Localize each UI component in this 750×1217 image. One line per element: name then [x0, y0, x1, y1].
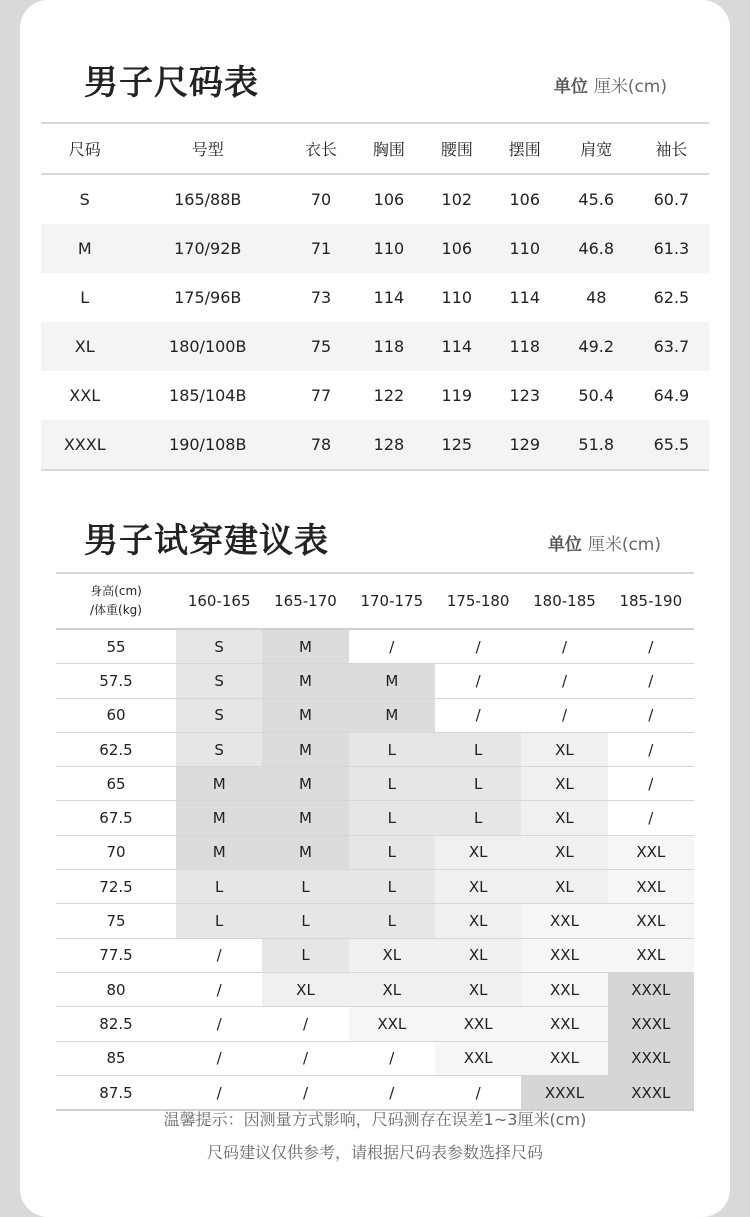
size-suggestion-cell: XL: [435, 870, 521, 904]
table-row: [56, 1007, 694, 1041]
table-cell: 114: [423, 322, 491, 371]
height-range-header: 170-175: [349, 573, 435, 629]
weight-cell: 65: [56, 767, 176, 801]
height-range-header: 165-170: [262, 573, 348, 629]
size-suggestion-cell: /: [349, 1041, 435, 1075]
table-cell: 114: [509, 288, 540, 307]
height-range-header: 180-185: [521, 573, 607, 629]
table-cell: 51.8: [559, 420, 634, 470]
size-suggestion-cell: S: [176, 664, 262, 698]
size-suggestion-cell: XL: [349, 972, 435, 1006]
table-cell: 73: [310, 288, 332, 307]
table-cell: 75: [287, 322, 355, 371]
table-cell: 77: [310, 386, 332, 405]
table-cell: 102: [441, 190, 473, 209]
size-guide-card: [20, 0, 730, 1217]
size-suggestion-cell: XXL: [521, 1007, 607, 1041]
table-cell: 70: [310, 190, 332, 209]
size-suggestion-cell: /: [435, 664, 521, 698]
fit-chart-unit: [548, 530, 661, 555]
size-suggestion-cell: M: [262, 629, 348, 664]
size-chart-title: 男子尺码表: [84, 63, 259, 103]
table-cell: L: [80, 288, 90, 307]
corner-weight-label: /体重(kg): [90, 603, 142, 617]
tip-line-1: 温馨提示：因测量方式影响，尺码测存在误差1~3厘米(cm): [163, 1110, 587, 1129]
size-suggestion-cell: XXXL: [521, 1075, 607, 1110]
size-suggestion-cell: XXL: [608, 938, 694, 972]
size-suggestion-cell: XXL: [521, 972, 607, 1006]
table-cell: 118: [355, 322, 423, 371]
size-suggestion-cell: /: [521, 698, 607, 732]
size-suggestion-cell: /: [608, 732, 694, 766]
table-cell: 61.3: [634, 224, 709, 273]
table-cell: 46.8: [559, 224, 634, 273]
table-row: [41, 322, 709, 371]
weight-cell: 67.5: [56, 801, 176, 835]
table-cell: XL: [41, 322, 128, 371]
size-suggestion-cell: XXXL: [608, 972, 694, 1006]
table-row: [56, 732, 694, 766]
size-suggestion-cell: XL: [521, 835, 607, 869]
unit-value: 厘米(cm): [593, 77, 667, 97]
table-row: [56, 835, 694, 869]
size-chart-unit: [554, 72, 667, 97]
size-suggestion-cell: XL: [521, 870, 607, 904]
table-cell: XXXL: [41, 420, 128, 470]
table-cell: 106: [423, 224, 491, 273]
table-row: [41, 174, 709, 224]
column-header: 衣长: [287, 123, 355, 174]
size-suggestion-cell: XXL: [608, 870, 694, 904]
table-row: [56, 904, 694, 938]
height-range-header: 175-180: [435, 573, 521, 629]
size-suggestion-cell: S: [176, 629, 262, 664]
table-cell: 129: [491, 420, 559, 470]
table-cell: 123: [509, 386, 540, 405]
weight-cell: 60: [56, 698, 176, 732]
size-suggestion-cell: M: [262, 732, 348, 766]
size-suggestion-cell: /: [608, 629, 694, 664]
column-header: 袖长: [634, 123, 709, 174]
table-cell: 180/100B: [128, 322, 287, 371]
table-cell: 125: [423, 420, 491, 470]
table-cell: 71: [287, 224, 355, 273]
table-cell: 63.7: [634, 322, 709, 371]
size-suggestion-cell: M: [176, 767, 262, 801]
table-cell: 119: [441, 386, 473, 405]
weight-cell: 75: [56, 904, 176, 938]
size-suggestion-cell: XXL: [608, 904, 694, 938]
size-suggestion-cell: /: [435, 698, 521, 732]
size-suggestion-cell: /: [262, 1041, 348, 1075]
size-suggestion-cell: M: [262, 835, 348, 869]
column-header: 腰围: [423, 123, 491, 174]
table-cell: 118: [491, 322, 559, 371]
table-cell: 106: [373, 190, 405, 209]
unit-label: 单位: [547, 535, 582, 555]
table-row: [56, 870, 694, 904]
size-suggestion-cell: L: [176, 870, 262, 904]
size-suggestion-cell: L: [262, 938, 348, 972]
size-suggestion-cell: XXXL: [608, 1075, 694, 1110]
fit-chart-header-row: [56, 573, 694, 629]
size-chart-table: [41, 122, 709, 471]
height-range-header: 185-190: [608, 573, 694, 629]
table-row: [56, 664, 694, 698]
table-cell: 110: [355, 224, 423, 273]
height-range-header: 160-165: [176, 573, 262, 629]
size-suggestion-cell: M: [349, 664, 435, 698]
size-suggestion-cell: L: [435, 767, 521, 801]
weight-cell: 87.5: [56, 1075, 176, 1110]
weight-cell: 57.5: [56, 664, 176, 698]
table-cell: 122: [373, 386, 405, 405]
size-suggestion-cell: L: [262, 904, 348, 938]
size-suggestion-cell: M: [262, 664, 348, 698]
size-suggestion-cell: /: [176, 1041, 262, 1075]
table-cell: 48: [586, 288, 607, 307]
size-suggestion-cell: M: [262, 767, 348, 801]
size-suggestion-cell: L: [349, 904, 435, 938]
column-header: 肩宽: [559, 123, 634, 174]
size-suggestion-cell: XXL: [521, 938, 607, 972]
size-suggestion-cell: /: [608, 698, 694, 732]
size-suggestion-cell: XXL: [435, 1041, 521, 1075]
column-header: 摆围: [491, 123, 559, 174]
size-suggestion-cell: M: [176, 801, 262, 835]
size-suggestion-cell: M: [262, 698, 348, 732]
weight-cell: 62.5: [56, 732, 176, 766]
size-suggestion-cell: /: [435, 1075, 521, 1110]
size-suggestion-cell: XL: [435, 938, 521, 972]
weight-cell: 77.5: [56, 938, 176, 972]
size-suggestion-cell: /: [521, 664, 607, 698]
size-suggestion-cell: XXL: [435, 1007, 521, 1041]
table-cell: S: [79, 190, 90, 209]
size-suggestion-cell: XL: [521, 801, 607, 835]
size-suggestion-cell: /: [435, 629, 521, 664]
table-row: [56, 938, 694, 972]
size-suggestion-cell: /: [176, 938, 262, 972]
size-suggestion-cell: /: [608, 664, 694, 698]
size-suggestion-cell: XXL: [521, 1041, 607, 1075]
table-cell: 50.4: [578, 386, 615, 405]
table-row: [56, 767, 694, 801]
size-suggestion-cell: L: [349, 835, 435, 869]
size-suggestion-cell: L: [349, 767, 435, 801]
column-header: 胸围: [355, 123, 423, 174]
table-cell: 190/108B: [128, 420, 287, 470]
table-cell: 110: [441, 288, 473, 307]
size-suggestion-cell: XL: [521, 732, 607, 766]
size-suggestion-cell: /: [349, 1075, 435, 1110]
size-suggestion-cell: L: [435, 732, 521, 766]
table-cell: 65.5: [634, 420, 709, 470]
table-cell: 49.2: [559, 322, 634, 371]
size-suggestion-cell: /: [176, 972, 262, 1006]
size-suggestion-cell: XL: [435, 904, 521, 938]
corner-height-label: 身高(cm): [90, 584, 142, 598]
size-suggestion-cell: /: [262, 1075, 348, 1110]
size-suggestion-cell: S: [176, 698, 262, 732]
size-chart-header-row: [41, 123, 709, 174]
table-row: [56, 1041, 694, 1075]
table-row: [56, 801, 694, 835]
table-cell: 78: [287, 420, 355, 470]
table-cell: 110: [491, 224, 559, 273]
fit-corner-header: [56, 573, 176, 629]
size-suggestion-cell: XXL: [608, 835, 694, 869]
weight-cell: 82.5: [56, 1007, 176, 1041]
size-suggestion-cell: /: [262, 1007, 348, 1041]
table-row: [41, 371, 709, 420]
table-cell: 62.5: [653, 288, 690, 307]
size-suggestion-cell: XL: [521, 767, 607, 801]
table-cell: 60.7: [653, 190, 690, 209]
size-suggestion-cell: XL: [349, 938, 435, 972]
weight-cell: 80: [56, 972, 176, 1006]
unit-value: 厘米(cm): [587, 535, 661, 555]
weight-cell: 55: [56, 629, 176, 664]
size-suggestion-cell: /: [349, 629, 435, 664]
weight-cell: 85: [56, 1041, 176, 1075]
table-cell: 165/88B: [174, 190, 242, 209]
size-suggestion-cell: L: [349, 870, 435, 904]
table-cell: 128: [355, 420, 423, 470]
column-header: 尺码: [41, 123, 128, 174]
table-cell: 106: [509, 190, 540, 209]
size-suggestion-cell: L: [349, 732, 435, 766]
size-suggestion-cell: /: [608, 767, 694, 801]
table-cell: XXL: [69, 386, 101, 405]
fit-chart-title: 男子试穿建议表: [84, 521, 329, 561]
size-suggestion-cell: /: [521, 629, 607, 664]
table-row: [41, 420, 709, 470]
size-suggestion-cell: L: [435, 801, 521, 835]
table-cell: 45.6: [578, 190, 615, 209]
size-suggestion-cell: XL: [435, 972, 521, 1006]
weight-cell: 70: [56, 835, 176, 869]
table-cell: 170/92B: [128, 224, 287, 273]
size-suggestion-cell: /: [176, 1075, 262, 1110]
size-suggestion-cell: XXXL: [608, 1007, 694, 1041]
unit-label: 单位: [553, 77, 588, 97]
size-suggestion-cell: L: [176, 904, 262, 938]
size-suggestion-cell: XXL: [521, 904, 607, 938]
size-suggestion-cell: XL: [262, 972, 348, 1006]
weight-cell: 72.5: [56, 870, 176, 904]
size-suggestion-cell: XXXL: [608, 1041, 694, 1075]
size-suggestion-cell: /: [176, 1007, 262, 1041]
table-row: [56, 972, 694, 1006]
size-suggestion-cell: L: [349, 801, 435, 835]
size-suggestion-cell: XL: [435, 835, 521, 869]
table-row: [56, 1075, 694, 1110]
column-header: 号型: [128, 123, 287, 174]
size-suggestion-cell: M: [349, 698, 435, 732]
table-cell: 64.9: [653, 386, 690, 405]
table-cell: 175/96B: [174, 288, 242, 307]
size-suggestion-cell: L: [262, 870, 348, 904]
tip-line-2: 尺码建议仅供参考，请根据尺码表参数选择尺码: [206, 1143, 543, 1162]
size-suggestion-cell: M: [176, 835, 262, 869]
table-row: [41, 273, 709, 322]
table-cell: M: [41, 224, 128, 273]
size-suggestion-cell: M: [262, 801, 348, 835]
table-row: [56, 698, 694, 732]
table-row: [41, 224, 709, 273]
size-suggestion-cell: /: [608, 801, 694, 835]
size-suggestion-cell: S: [176, 732, 262, 766]
table-row: [56, 629, 694, 664]
size-suggestion-cell: XXL: [349, 1007, 435, 1041]
fit-chart-table: [56, 572, 694, 1111]
table-cell: 114: [373, 288, 405, 307]
table-cell: 185/104B: [169, 386, 247, 405]
